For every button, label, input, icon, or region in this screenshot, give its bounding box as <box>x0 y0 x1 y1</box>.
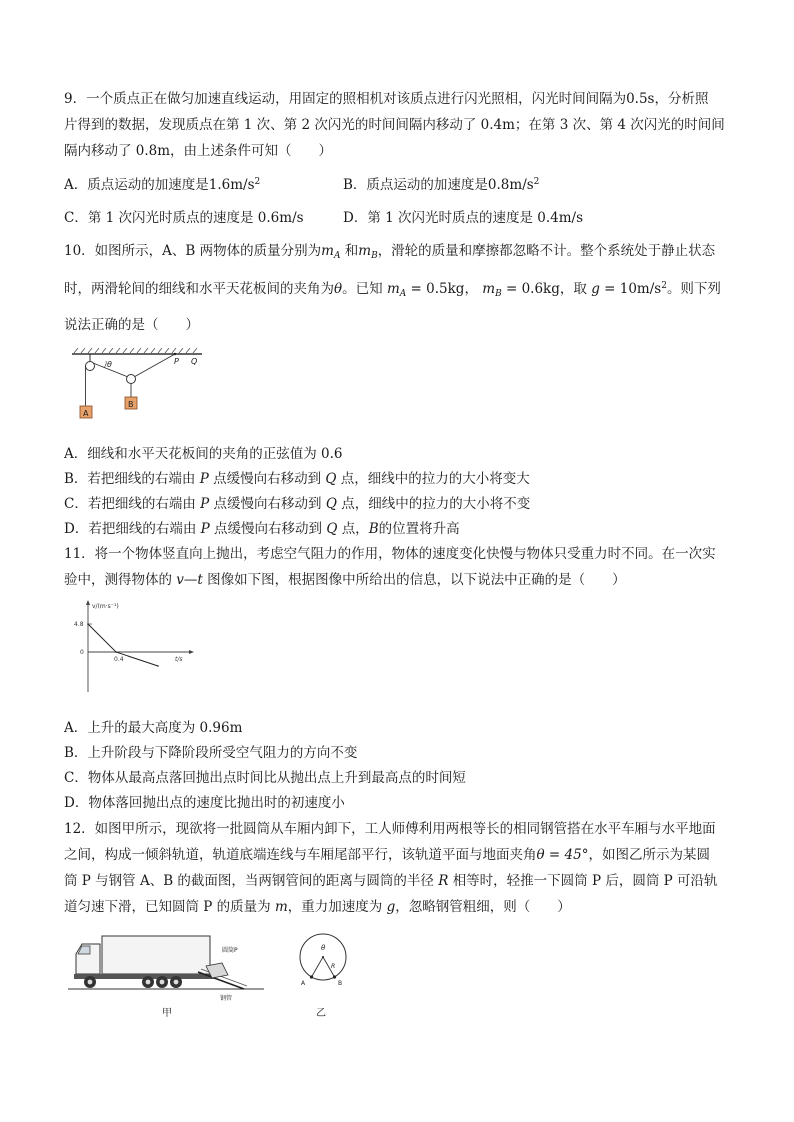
truck-hub-1 <box>146 980 151 985</box>
y-axis-label: v/(m·s⁻¹) <box>92 603 119 610</box>
q11-vt-chart <box>62 596 202 696</box>
q10-line-3: 说法正确的是（ ） <box>64 317 199 333</box>
truck-cargo-box <box>102 936 210 974</box>
q10-option-c: C．若把细线的右端由 P 点缓慢向右移动到 Q 点，细线中的拉力的大小将不变 <box>64 496 531 512</box>
pipe-label: 钢管 <box>220 995 233 1002</box>
q12-line-4: 道匀速下滑，已知圆筒 P 的质量为 m，重力加速度为 g，忽略钢管粗细，则（ ） <box>64 899 571 915</box>
theta-label: θ <box>107 360 112 369</box>
chart-axes <box>86 600 194 692</box>
theta-label: θ <box>321 944 326 952</box>
q10-option-d: D．若把细线的右端由 P 点缓慢向右移动到 Q 点，B的位置将升高 <box>64 521 460 537</box>
truck-hub-front <box>88 980 93 985</box>
truck-hub-2 <box>160 980 165 985</box>
x-tick-label: 0.4 <box>114 656 124 663</box>
q10-line-2: 时，两滑轮间的细线和水平天花板间的夹角为θ。已知 $m_A = 0.5kg$， $m_B = 0.6kg$，取 $g = 10m/s^2$。则下列 <box>64 281 721 299</box>
string-right <box>134 354 175 377</box>
fig-yi-caption: 乙 <box>316 1008 326 1019</box>
q9-line-3: 隔内移动了 0.8m，由上述条件可知（ ） <box>64 143 333 159</box>
pipe-a-point <box>310 975 313 978</box>
block-a-label: A <box>83 409 89 418</box>
y-axis-arrow <box>86 600 90 605</box>
q9-option-b: B．质点运动的加速度是$0.8m/s^2$ <box>343 177 540 193</box>
p-label: P <box>174 357 179 366</box>
b-label: B <box>338 980 343 987</box>
center-point <box>322 956 324 958</box>
origin-label: 0 <box>80 649 84 656</box>
fig-jia-caption: 甲 <box>162 1008 172 1019</box>
q12-cross-section-figure <box>288 930 358 994</box>
q-label: Q <box>191 357 198 366</box>
y-tick-label: 4.8 <box>74 621 84 628</box>
q10-option-b: B．若把细线的右端由 P 点缓慢向右移动到 Q 点，细线中的拉力的大小将变大 <box>64 471 530 487</box>
truck-hub-3 <box>174 980 179 985</box>
q11-option-d: D．物体落回抛出点的速度比抛出时的初速度小 <box>64 795 345 811</box>
q9-line-2: 片得到的数据，发现质点在第 1 次、第 2 次闪光的时间间隔内移动了 0.4m；在第 3 次、第 4 次闪光的时间间 <box>64 117 725 133</box>
x-axis-arrow <box>189 650 194 654</box>
q10-option-a: A．细线和水平天花板间的夹角的正弦值为 0.6 <box>64 446 343 462</box>
cylinder-label: 圆筒P <box>222 947 238 954</box>
q11-line-1: 11．将一个物体竖直向上抛出，考虑空气阻力的作用，物体的速度变化快慢与物体只受重力时不同。在一次实 <box>64 546 716 562</box>
a-label: A <box>301 980 306 987</box>
radius-line-a <box>312 957 324 977</box>
block-b-label: B <box>128 400 134 409</box>
point-p <box>174 353 176 355</box>
q11-option-c: C．物体从最高点落回抛出点时间比从抛出点上升到最高点的时间短 <box>64 770 466 786</box>
q12-line-1: 12．如图甲所示，现欲将一批圆筒从车厢内卸下，工人师傅利用两根等长的相同钢管搭在水平车厢与水平地面 <box>64 821 716 837</box>
ceiling-hatch <box>72 348 202 354</box>
q10-line-1: 10．如图所示，A、B 两物体的质量分别为$m_A$ 和$m_B$，滑轮的质量和摩擦都忽略不计。整个系统处于静止状态 <box>64 243 716 261</box>
q10-pulley-figure <box>68 346 208 426</box>
data-point <box>115 651 117 653</box>
angle-arc <box>104 361 106 368</box>
q11-option-a: A．上升的最大高度为 0.96m <box>64 720 243 736</box>
q12-line-2: 之间，构成一倾斜轨道，轨道底端连线与车厢尾部平行，该轨道平面与地面夹角θ = 45°，如图乙所示为某圆 <box>64 847 710 863</box>
data-point <box>157 665 159 667</box>
q9-option-c: C．第 1 次闪光时质点的速度是 0.6m/s <box>64 210 304 226</box>
q9-line-1: 9．一个质点正在做匀加速直线运动，用固定的照相机对该质点进行闪光照相，闪光时间间隔为0.5s，分析照 <box>64 91 709 107</box>
q11-option-b: B．上升阶段与下降阶段所受空气阻力的方向不变 <box>64 745 358 761</box>
q12-line-3: 筒 P 与钢管 A、B 的截面图，当两钢管间的距离与圆筒的半径 R 相等时，轻推一下圆筒 P 后，圆筒 P 可沿轨 <box>64 873 718 889</box>
pipe-b-point <box>333 975 336 978</box>
r-label: R <box>331 963 336 970</box>
q12-truck-figure <box>68 932 268 1012</box>
q9-option-d: D．第 1 次闪光时质点的速度是 0.4m/s <box>343 210 584 226</box>
x-axis-label: t/s <box>175 656 183 663</box>
q9-option-a: A．质点运动的加速度是$1.6m/s^2$ <box>64 177 261 193</box>
q11-line-2: 验中，测得物体的 v—t 图像如下图，根据图像中所给出的信息，以下说法中正确的是（ ） <box>64 572 626 588</box>
movable-pulley <box>127 375 136 384</box>
